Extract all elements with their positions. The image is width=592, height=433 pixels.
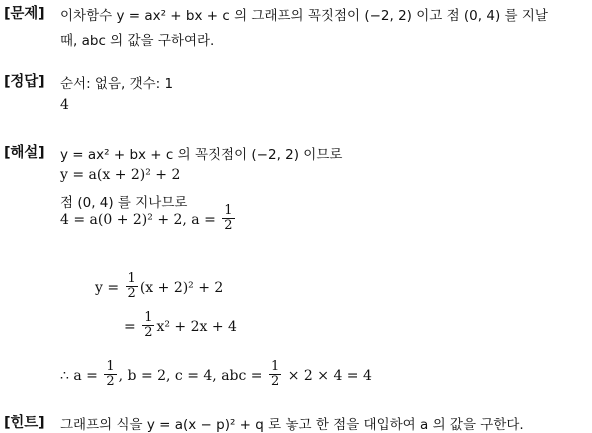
- fraction-denominator: 2: [127, 285, 136, 301]
- explanation-step-2: y = a(x + 2)² + 2: [60, 167, 181, 183]
- hint-tag: [힌트]: [4, 415, 45, 431]
- conclusion-a-fraction: [104, 360, 116, 388]
- answer-tag: [정답]: [4, 74, 45, 90]
- problem-line-1: 이차함수 y = ax² + bx + c 의 그래프의 꼭짓점이 (−2, 2) 이고 점 (0, 4) 를 지날: [60, 8, 548, 24]
- answer-value: 4: [60, 97, 69, 113]
- fraction-denominator: 2: [106, 373, 115, 389]
- fraction-numerator: 1: [224, 203, 233, 218]
- eq1-fraction: [126, 272, 138, 300]
- step-4-lhs: 4 = a(0 + 2)² + 2, a =: [60, 212, 216, 229]
- problem-line-2: 때, abc 의 값을 구하여라.: [60, 33, 215, 49]
- fraction-numerator: 1: [144, 310, 153, 325]
- fraction-denominator: 2: [271, 373, 280, 389]
- eq2-rhs: x² + 2x + 4: [156, 319, 237, 336]
- fraction-denominator: 2: [224, 217, 233, 233]
- conclusion-a: ∴ a =: [60, 368, 98, 385]
- fraction-numerator: 1: [127, 271, 136, 286]
- explanation-tag: [해설]: [4, 145, 45, 161]
- fraction-numerator: 1: [106, 359, 115, 374]
- display-equation-2: [124, 310, 237, 341]
- conclusion-tail: × 2 × 4 = 4: [287, 368, 372, 385]
- eq2-fraction: [142, 311, 154, 339]
- explanation-step-1: y = ax² + bx + c 의 꼭짓점이 (−2, 2) 이므로: [60, 147, 343, 163]
- eq2-lhs: =: [124, 319, 136, 336]
- eq1-rhs: (x + 2)² + 2: [139, 280, 224, 297]
- conclusion-rest: , b = 2, c = 4, abc =: [118, 368, 263, 385]
- hint-text: 그래프의 식을 y = a(x − p)² + q 로 놓고 한 점을 대입하여 a 의 값을 구한다.: [60, 417, 524, 433]
- eq1-lhs: y =: [95, 280, 120, 297]
- explanation-step-3: 점 (0, 4) 를 지나므로: [60, 195, 188, 211]
- problem-tag: [문제]: [4, 6, 45, 22]
- conclusion-fraction: [269, 360, 281, 388]
- fraction-numerator: 1: [271, 359, 280, 374]
- fraction-denominator: 2: [144, 324, 153, 340]
- conclusion-line: [60, 359, 372, 390]
- step-4-fraction: [222, 204, 234, 232]
- display-equation-1: [95, 271, 224, 302]
- answer-meta: 순서: 없음, 갯수: 1: [60, 76, 174, 92]
